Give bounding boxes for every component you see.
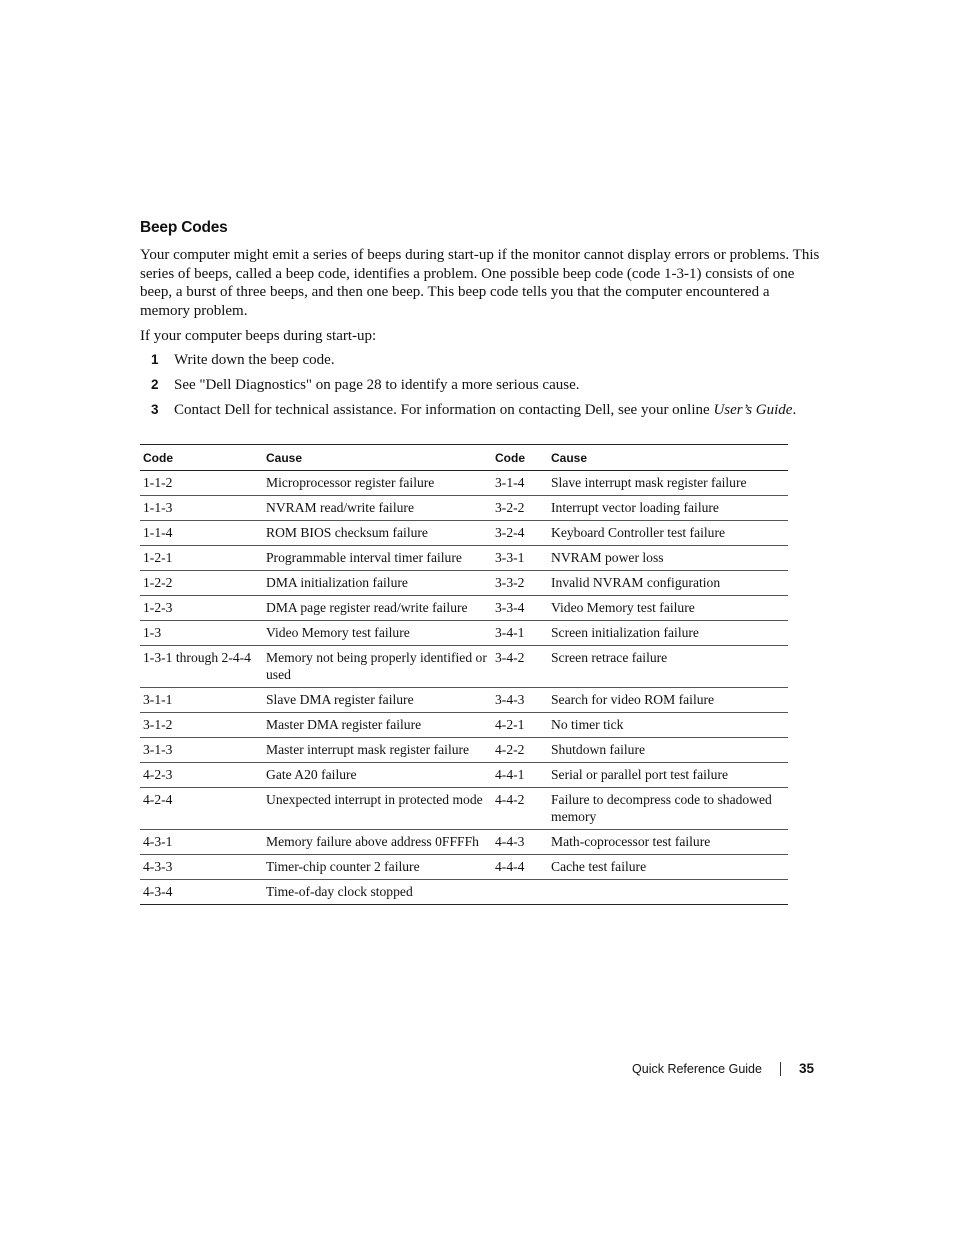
cell-cause: DMA page register read/write failure [263,596,492,621]
table-row [140,738,788,763]
cell-code: 3-3-2 [492,571,548,596]
table-row [140,496,788,521]
table-row [140,688,788,713]
cell-code: 4-3-1 [140,830,263,855]
lead-paragraph: If your computer beeps during start-up: [140,328,377,344]
step-text: Contact Dell for technical assistance. For information on contacting Dell, see your online [174,402,714,418]
step-text: See "Dell Diagnostics" on page 28 to identify a more serious cause. [174,377,580,393]
header-cause: Cause [263,445,492,471]
cell-cause: Memory failure above address 0FFFFh [263,830,492,855]
cell-code: 3-2-4 [492,521,548,546]
table-row [140,788,788,830]
header-code: Code [140,445,263,471]
cell-code: 3-4-2 [492,646,548,688]
cell-cause: Screen retrace failure [548,646,788,688]
table-row [140,763,788,788]
cell-cause: Keyboard Controller test failure [548,521,788,546]
page-number: 35 [798,1061,814,1076]
cell-cause: Timer-chip counter 2 failure [263,855,492,880]
cell-code: 3-4-3 [492,688,548,713]
table-header-row [140,445,788,471]
cell-code: 3-1-4 [492,471,548,496]
step-item [140,402,796,427]
cell-code: 3-3-1 [492,546,548,571]
cell-code: 3-1-1 [140,688,263,713]
step-item [140,377,796,402]
steps-list [140,352,796,427]
cell-code [492,880,548,905]
table-row [140,571,788,596]
table-row [140,521,788,546]
cell-cause: Slave interrupt mask register failure [548,471,788,496]
cell-code: 1-2-1 [140,546,263,571]
beep-codes-table [140,444,788,905]
cell-code: 1-2-2 [140,571,263,596]
step-text: Write down the beep code. [174,352,335,368]
cell-code: 4-2-2 [492,738,548,763]
page-footer [632,1061,814,1076]
cell-cause: No timer tick [548,713,788,738]
cell-cause: Gate A20 failure [263,763,492,788]
cell-cause: Invalid NVRAM configuration [548,571,788,596]
cell-code: 1-1-3 [140,496,263,521]
header-code: Code [492,445,548,471]
cell-code: 4-2-3 [140,763,263,788]
cell-code: 1-3 [140,621,263,646]
step-text-container [174,402,796,419]
step-item [140,352,796,377]
cell-cause: Video Memory test failure [548,596,788,621]
section-heading: Beep Codes [140,219,228,236]
cell-code: 4-2-1 [492,713,548,738]
cell-cause: NVRAM read/write failure [263,496,492,521]
cell-cause: Search for video ROM failure [548,688,788,713]
cell-cause: Video Memory test failure [263,621,492,646]
cell-code: 3-1-3 [140,738,263,763]
cell-code: 4-4-1 [492,763,548,788]
header-cause: Cause [548,445,788,471]
cell-code: 3-1-2 [140,713,263,738]
cell-code: 4-4-3 [492,830,548,855]
table-row [140,646,788,688]
cell-cause: Failure to decompress code to shadowed memory [548,788,788,830]
cell-cause: Math-coprocessor test failure [548,830,788,855]
cell-cause: Master interrupt mask register failure [263,738,492,763]
step-number: 3 [151,402,159,417]
cell-code: 4-4-4 [492,855,548,880]
cell-cause: DMA initialization failure [263,571,492,596]
step-number: 2 [151,377,159,392]
cell-code: 4-2-4 [140,788,263,830]
cell-cause: ROM BIOS checksum failure [263,521,492,546]
cell-code: 4-4-2 [492,788,548,830]
table-row [140,546,788,571]
step-text-tail: . [792,402,797,418]
cell-code: 1-2-3 [140,596,263,621]
footer-divider [780,1062,781,1076]
cell-cause: Master DMA register failure [263,713,492,738]
table-row [140,830,788,855]
table-row [140,880,788,905]
cell-code: 4-3-4 [140,880,263,905]
intro-paragraph: Your computer might emit a series of beeps during start-up if the monitor cannot display errors or problems. This series of beeps, called a beep code, identifies a problem. One possible beep code (code 1-3-1) consists of one beep, a burst of three beeps, and then one beep. This beep code tells you that the computer encountered a memory problem. [140,247,820,320]
cell-code: 3-2-2 [492,496,548,521]
cell-cause: Slave DMA register failure [263,688,492,713]
users-guide-title: User’s Guide [713,402,793,418]
table-row [140,621,788,646]
table-row [140,855,788,880]
cell-code: 3-3-4 [492,596,548,621]
table-row [140,713,788,738]
cell-code: 4-3-3 [140,855,263,880]
cell-code: 1-1-2 [140,471,263,496]
cell-cause: Programmable interval timer failure [263,546,492,571]
cell-code: 1-1-4 [140,521,263,546]
cell-code: 1-3-1 through 2-4-4 [140,646,263,688]
cell-cause: Cache test failure [548,855,788,880]
cell-cause: Microprocessor register failure [263,471,492,496]
table-row [140,471,788,496]
cell-code: 3-4-1 [492,621,548,646]
cell-cause [548,880,788,905]
cell-cause: Interrupt vector loading failure [548,496,788,521]
cell-cause: Time-of-day clock stopped [263,880,492,905]
cell-cause: NVRAM power loss [548,546,788,571]
table-row [140,596,788,621]
cell-cause: Unexpected interrupt in protected mode [263,788,492,830]
step-number: 1 [151,352,159,367]
footer-guide-title: Quick Reference Guide [632,1061,762,1076]
cell-cause: Shutdown failure [548,738,788,763]
cell-cause: Screen initialization failure [548,621,788,646]
cell-cause: Serial or parallel port test failure [548,763,788,788]
table-body [140,471,788,905]
cell-cause: Memory not being properly identified or used [263,646,492,688]
